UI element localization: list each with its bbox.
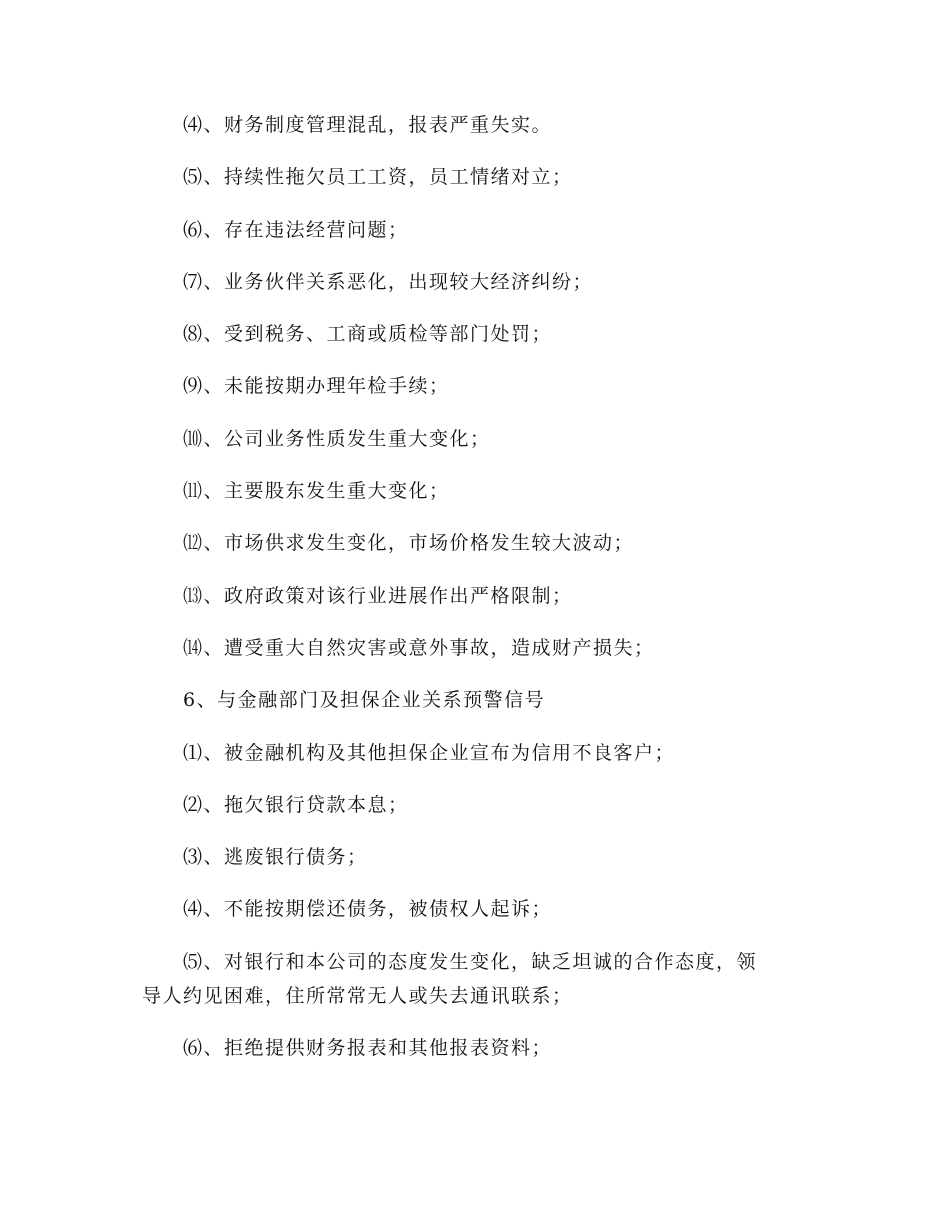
paragraph-item-9: ⑼、未能按期办理年检手续； (183, 375, 450, 398)
paragraph-item-8: ⑻、受到税务、工商或质检等部门处罚； (183, 323, 553, 346)
paragraph-item-4b: ⑷、不能按期偿还债务，被债权人起诉； (183, 898, 553, 921)
paragraph-item-3: ⑶、逃废银行债务； (183, 846, 368, 869)
paragraph-item-14: ⒁、遭受重大自然灾害或意外事故，造成财产损失； (183, 636, 655, 659)
paragraph-item-7: ⑺、业务伙伴关系恶化，出现较大经济纠纷； (183, 270, 594, 293)
paragraph-item-5: ⑸、持续性拖欠员工工资，员工情绪对立； (183, 166, 573, 189)
paragraph-item-13: ⒀、政府政策对该行业进展作出严格限制； (183, 584, 573, 607)
paragraph-item-1: ⑴、被金融机构及其他担保企业宣布为信用不良客户； (183, 741, 676, 764)
paragraph-item-5b-line2: 导人约见困难，住所常常无人或失去通讯联系； (142, 984, 573, 1007)
paragraph-item-6: ⑹、存在违法经营问题； (183, 218, 409, 241)
document-body (142, 110, 812, 1085)
paragraph-item-6b: ⑹、拒绝提供财务报表和其他报表资料； (183, 1037, 553, 1060)
paragraph-item-4: ⑷、财务制度管理混乱，报表严重失实。 (183, 114, 553, 136)
section-heading-6: 6、与金融部门及担保企业关系预警信号 (183, 689, 546, 712)
paragraph-item-12: ⑿、市场供求发生变化，市场价格发生较大波动； (183, 532, 635, 555)
paragraph-item-10: ⑽、公司业务性质发生重大变化； (183, 427, 491, 450)
paragraph-item-2: ⑵、拖欠银行贷款本息； (183, 793, 409, 816)
paragraph-item-11: ⑾、主要股东发生重大变化； (183, 480, 450, 503)
paragraph-item-5b-line1: ⑸、对银行和本公司的态度发生变化，缺乏坦诚的合作态度，领 (183, 950, 758, 973)
